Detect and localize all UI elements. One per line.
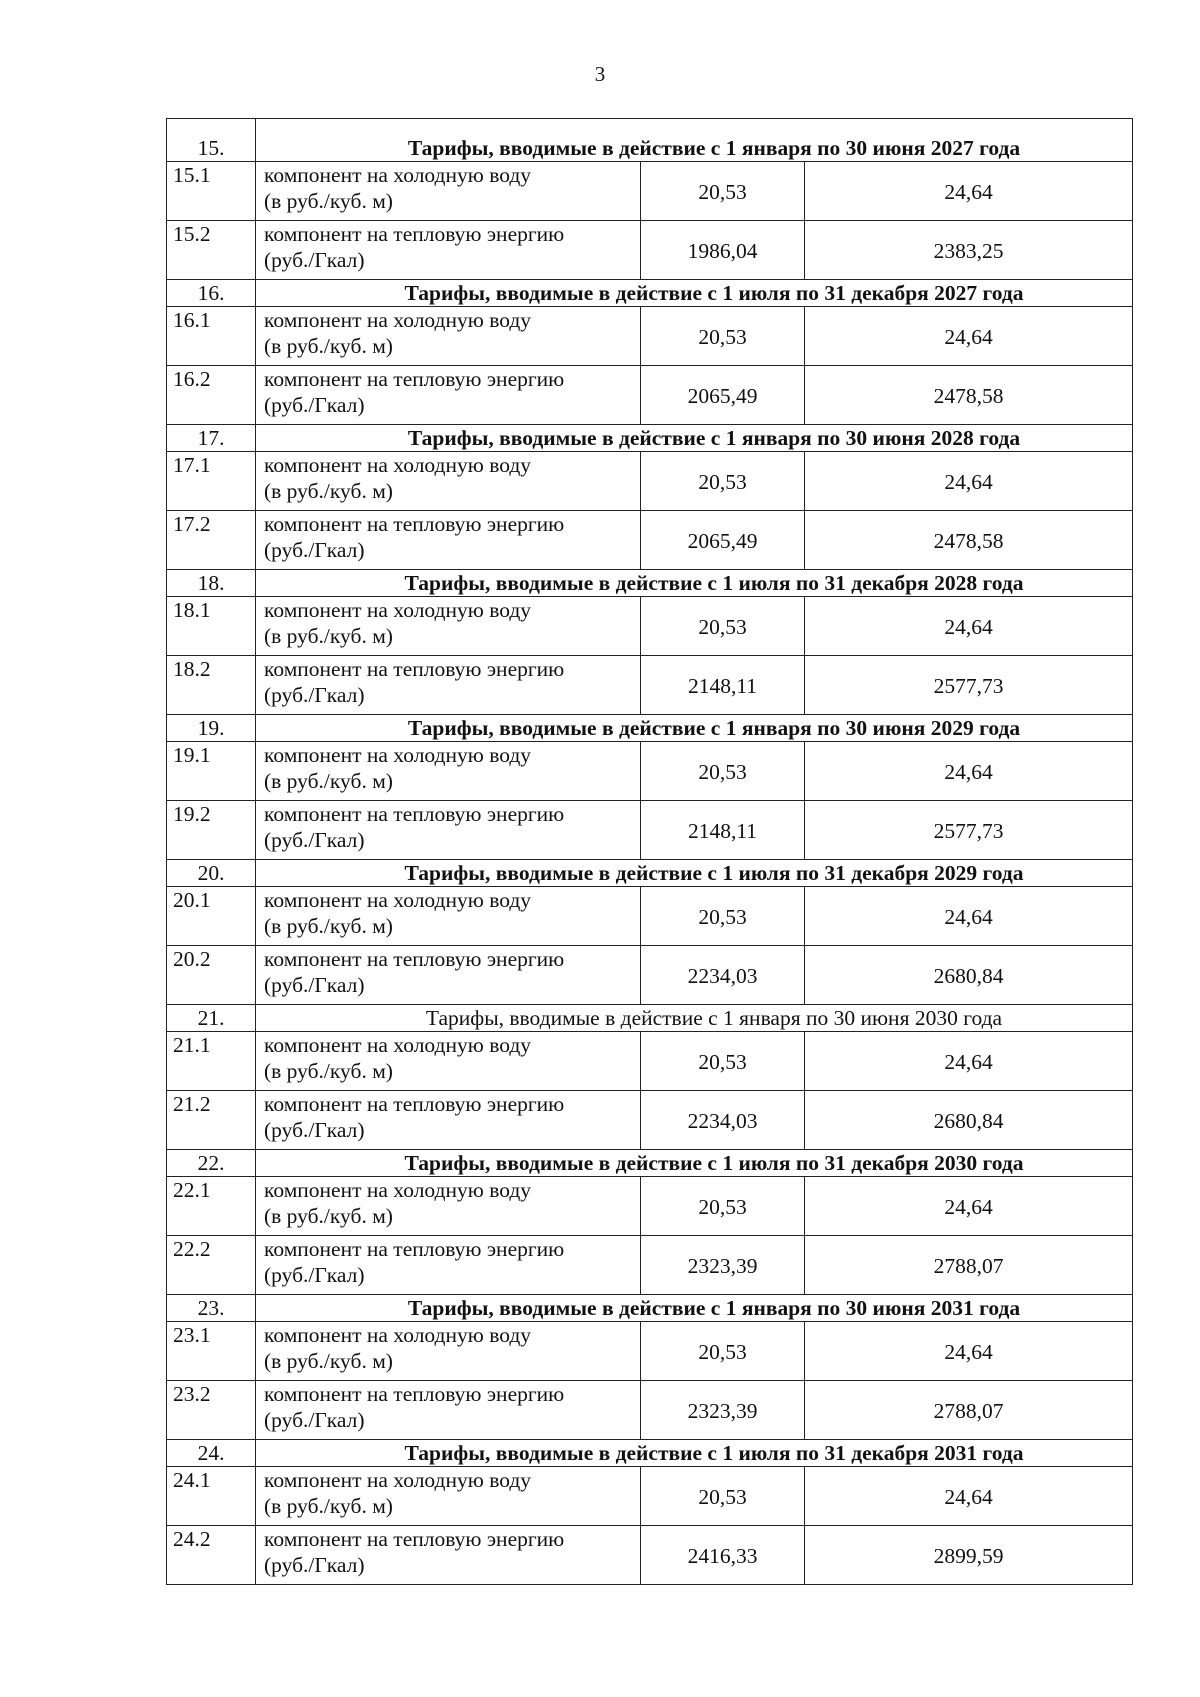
item-label-line1: компонент на тепловую энергию <box>264 802 565 826</box>
tariff-value-2: 2478,58 <box>805 511 1133 570</box>
item-label <box>256 221 641 280</box>
table-row <box>167 946 1133 1005</box>
item-label <box>256 452 641 511</box>
tariff-table <box>166 118 1133 1585</box>
item-number: 21.2 <box>167 1091 256 1150</box>
item-number: 20.1 <box>167 887 256 946</box>
item-number: 16.2 <box>167 366 256 425</box>
table-row <box>167 162 1133 221</box>
item-label-line1: компонент на холодную воду <box>264 308 532 332</box>
section-header-row <box>167 570 1133 597</box>
page-number: 3 <box>594 62 606 86</box>
item-number: 18.1 <box>167 597 256 656</box>
item-label-line1: компонент на холодную воду <box>264 743 532 767</box>
section-header-row <box>167 119 1133 162</box>
section-number: 18. <box>167 570 256 597</box>
item-label-line1: компонент на холодную воду <box>264 1033 532 1057</box>
tariff-value-2: 24,64 <box>805 307 1133 366</box>
section-header-row <box>167 1150 1133 1177</box>
item-label-line1: компонент на холодную воду <box>264 1178 532 1202</box>
item-label-line2: (в руб./куб. м) <box>264 1494 393 1518</box>
tariff-value-2: 2383,25 <box>805 221 1133 280</box>
tariff-value-1: 2234,03 <box>641 946 805 1005</box>
table-row <box>167 307 1133 366</box>
table-row <box>167 742 1133 801</box>
item-label-line1: компонент на тепловую энергию <box>264 947 565 971</box>
item-label-line1: компонент на тепловую энергию <box>264 367 565 391</box>
item-label-line1: компонент на тепловую энергию <box>264 1527 565 1551</box>
table-row <box>167 597 1133 656</box>
table-row <box>167 452 1133 511</box>
tariff-value-2: 24,64 <box>805 452 1133 511</box>
item-label-line2: (руб./Гкал) <box>264 1263 365 1287</box>
tariff-value-2: 24,64 <box>805 887 1133 946</box>
table-row <box>167 1032 1133 1091</box>
item-label <box>256 1091 641 1150</box>
tariff-value-1: 20,53 <box>641 1032 805 1091</box>
table-row <box>167 887 1133 946</box>
item-label-line2: (руб./Гкал) <box>264 1408 365 1432</box>
item-label <box>256 597 641 656</box>
item-number: 24.1 <box>167 1467 256 1526</box>
section-header-row <box>167 280 1133 307</box>
item-label <box>256 1322 641 1381</box>
item-label-line2: (в руб./куб. м) <box>264 479 393 503</box>
tariff-value-2: 2788,07 <box>805 1236 1133 1295</box>
tariff-value-1: 2065,49 <box>641 366 805 425</box>
section-number: 23. <box>167 1295 256 1322</box>
tariff-value-2: 24,64 <box>805 1322 1133 1381</box>
item-label <box>256 366 641 425</box>
section-header-row <box>167 1295 1133 1322</box>
item-number: 23.1 <box>167 1322 256 1381</box>
tariff-table-body <box>167 119 1133 1585</box>
section-header-row <box>167 860 1133 887</box>
tariff-value-1: 20,53 <box>641 452 805 511</box>
table-row <box>167 1177 1133 1236</box>
section-title: Тарифы, вводимые в действие с 1 января по 30 июня 2027 года <box>256 119 1133 162</box>
item-label-line2: (в руб./куб. м) <box>264 769 393 793</box>
section-title: Тарифы, вводимые в действие с 1 июля по 31 декабря 2027 года <box>256 280 1133 307</box>
table-row <box>167 1236 1133 1295</box>
tariff-value-1: 2416,33 <box>641 1526 805 1585</box>
item-label-line2: (в руб./куб. м) <box>264 1059 393 1083</box>
table-row <box>167 1526 1133 1585</box>
item-number: 24.2 <box>167 1526 256 1585</box>
section-number: 19. <box>167 715 256 742</box>
item-label-line2: (в руб./куб. м) <box>264 1204 393 1228</box>
table-row <box>167 656 1133 715</box>
item-label-line2: (в руб./куб. м) <box>264 1349 393 1373</box>
table-row <box>167 511 1133 570</box>
item-label-line1: компонент на холодную воду <box>264 598 532 622</box>
item-label-line1: компонент на тепловую энергию <box>264 1237 565 1261</box>
section-number: 16. <box>167 280 256 307</box>
tariff-value-1: 20,53 <box>641 887 805 946</box>
item-label <box>256 1467 641 1526</box>
tariff-value-1: 20,53 <box>641 1467 805 1526</box>
tariff-value-2: 24,64 <box>805 162 1133 221</box>
item-label <box>256 656 641 715</box>
tariff-value-2: 2680,84 <box>805 1091 1133 1150</box>
item-number: 22.1 <box>167 1177 256 1236</box>
tariff-value-2: 2577,73 <box>805 801 1133 860</box>
tariff-value-1: 20,53 <box>641 162 805 221</box>
item-label <box>256 1177 641 1236</box>
section-header-row <box>167 425 1133 452</box>
item-label-line1: компонент на тепловую энергию <box>264 1092 565 1116</box>
item-label-line1: компонент на холодную воду <box>264 888 532 912</box>
item-label-line1: компонент на тепловую энергию <box>264 657 565 681</box>
section-number: 20. <box>167 860 256 887</box>
item-label-line1: компонент на тепловую энергию <box>264 1382 565 1406</box>
item-number: 16.1 <box>167 307 256 366</box>
tariff-value-1: 20,53 <box>641 742 805 801</box>
item-number: 15.2 <box>167 221 256 280</box>
item-label <box>256 511 641 570</box>
section-number: 24. <box>167 1440 256 1467</box>
section-title: Тарифы, вводимые в действие с 1 января по 30 июня 2028 года <box>256 425 1133 452</box>
item-number: 17.1 <box>167 452 256 511</box>
section-number: 17. <box>167 425 256 452</box>
item-number: 15.1 <box>167 162 256 221</box>
tariff-value-2: 2577,73 <box>805 656 1133 715</box>
table-row <box>167 366 1133 425</box>
item-label-line1: компонент на тепловую энергию <box>264 222 565 246</box>
item-label-line1: компонент на холодную воду <box>264 163 532 187</box>
item-label-line1: компонент на холодную воду <box>264 1323 532 1347</box>
item-label <box>256 801 641 860</box>
table-row <box>167 221 1133 280</box>
section-header-row <box>167 1440 1133 1467</box>
tariff-value-1: 20,53 <box>641 1322 805 1381</box>
item-label-line2: (руб./Гкал) <box>264 1553 365 1577</box>
item-label-line2: (руб./Гкал) <box>264 1118 365 1142</box>
item-label <box>256 1381 641 1440</box>
table-row <box>167 1091 1133 1150</box>
item-label-line2: (руб./Гкал) <box>264 973 365 997</box>
section-title: Тарифы, вводимые в действие с 1 июля по 31 декабря 2030 года <box>256 1150 1133 1177</box>
item-label-line2: (руб./Гкал) <box>264 828 365 852</box>
tariff-value-1: 20,53 <box>641 1177 805 1236</box>
section-title: Тарифы, вводимые в действие с 1 июля по 31 декабря 2029 года <box>256 860 1133 887</box>
item-label-line1: компонент на тепловую энергию <box>264 512 565 536</box>
table-row <box>167 1322 1133 1381</box>
tariff-value-1: 2148,11 <box>641 656 805 715</box>
item-number: 20.2 <box>167 946 256 1005</box>
item-number: 21.1 <box>167 1032 256 1091</box>
item-label <box>256 307 641 366</box>
tariff-value-1: 20,53 <box>641 307 805 366</box>
item-number: 17.2 <box>167 511 256 570</box>
item-number: 23.2 <box>167 1381 256 1440</box>
item-label <box>256 946 641 1005</box>
tariff-value-2: 24,64 <box>805 1032 1133 1091</box>
section-title: Тарифы, вводимые в действие с 1 июля по 31 декабря 2031 года <box>256 1440 1133 1467</box>
item-number: 18.2 <box>167 656 256 715</box>
item-label <box>256 1236 641 1295</box>
tariff-value-1: 20,53 <box>641 597 805 656</box>
section-header-row <box>167 715 1133 742</box>
item-label-line1: компонент на холодную воду <box>264 1468 532 1492</box>
tariff-value-1: 2234,03 <box>641 1091 805 1150</box>
item-label <box>256 1032 641 1091</box>
tariff-value-2: 2899,59 <box>805 1526 1133 1585</box>
item-label-line2: (руб./Гкал) <box>264 393 365 417</box>
tariff-value-1: 2323,39 <box>641 1381 805 1440</box>
item-label-line2: (в руб./куб. м) <box>264 189 393 213</box>
item-label-line2: (в руб./куб. м) <box>264 914 393 938</box>
item-label <box>256 887 641 946</box>
tariff-value-2: 24,64 <box>805 1177 1133 1236</box>
section-number: 15. <box>167 119 256 162</box>
section-number: 21. <box>167 1005 256 1032</box>
item-label-line2: (руб./Гкал) <box>264 538 365 562</box>
tariff-value-2: 2788,07 <box>805 1381 1133 1440</box>
tariff-value-2: 24,64 <box>805 1467 1133 1526</box>
item-label <box>256 1526 641 1585</box>
table-row <box>167 1467 1133 1526</box>
item-label-line2: (в руб./куб. м) <box>264 334 393 358</box>
table-row <box>167 801 1133 860</box>
item-number: 22.2 <box>167 1236 256 1295</box>
tariff-value-2: 24,64 <box>805 597 1133 656</box>
section-header-row <box>167 1005 1133 1032</box>
section-title: Тарифы, вводимые в действие с 1 января по 30 июня 2029 года <box>256 715 1133 742</box>
item-label-line2: (в руб./куб. м) <box>264 624 393 648</box>
item-label-line2: (руб./Гкал) <box>264 248 365 272</box>
item-label <box>256 742 641 801</box>
table-row <box>167 1381 1133 1440</box>
tariff-value-1: 2065,49 <box>641 511 805 570</box>
item-label <box>256 162 641 221</box>
tariff-value-1: 1986,04 <box>641 221 805 280</box>
tariff-value-1: 2148,11 <box>641 801 805 860</box>
item-label-line2: (руб./Гкал) <box>264 683 365 707</box>
item-number: 19.1 <box>167 742 256 801</box>
section-title: Тарифы, вводимые в действие с 1 января по 30 июня 2031 года <box>256 1295 1133 1322</box>
tariff-value-2: 24,64 <box>805 742 1133 801</box>
tariff-value-2: 2680,84 <box>805 946 1133 1005</box>
section-number: 22. <box>167 1150 256 1177</box>
tariff-value-2: 2478,58 <box>805 366 1133 425</box>
section-title: Тарифы, вводимые в действие с 1 июля по 31 декабря 2028 года <box>256 570 1133 597</box>
tariff-value-1: 2323,39 <box>641 1236 805 1295</box>
item-label-line1: компонент на холодную воду <box>264 453 532 477</box>
item-number: 19.2 <box>167 801 256 860</box>
section-title: Тарифы, вводимые в действие с 1 января по 30 июня 2030 года <box>256 1005 1133 1032</box>
